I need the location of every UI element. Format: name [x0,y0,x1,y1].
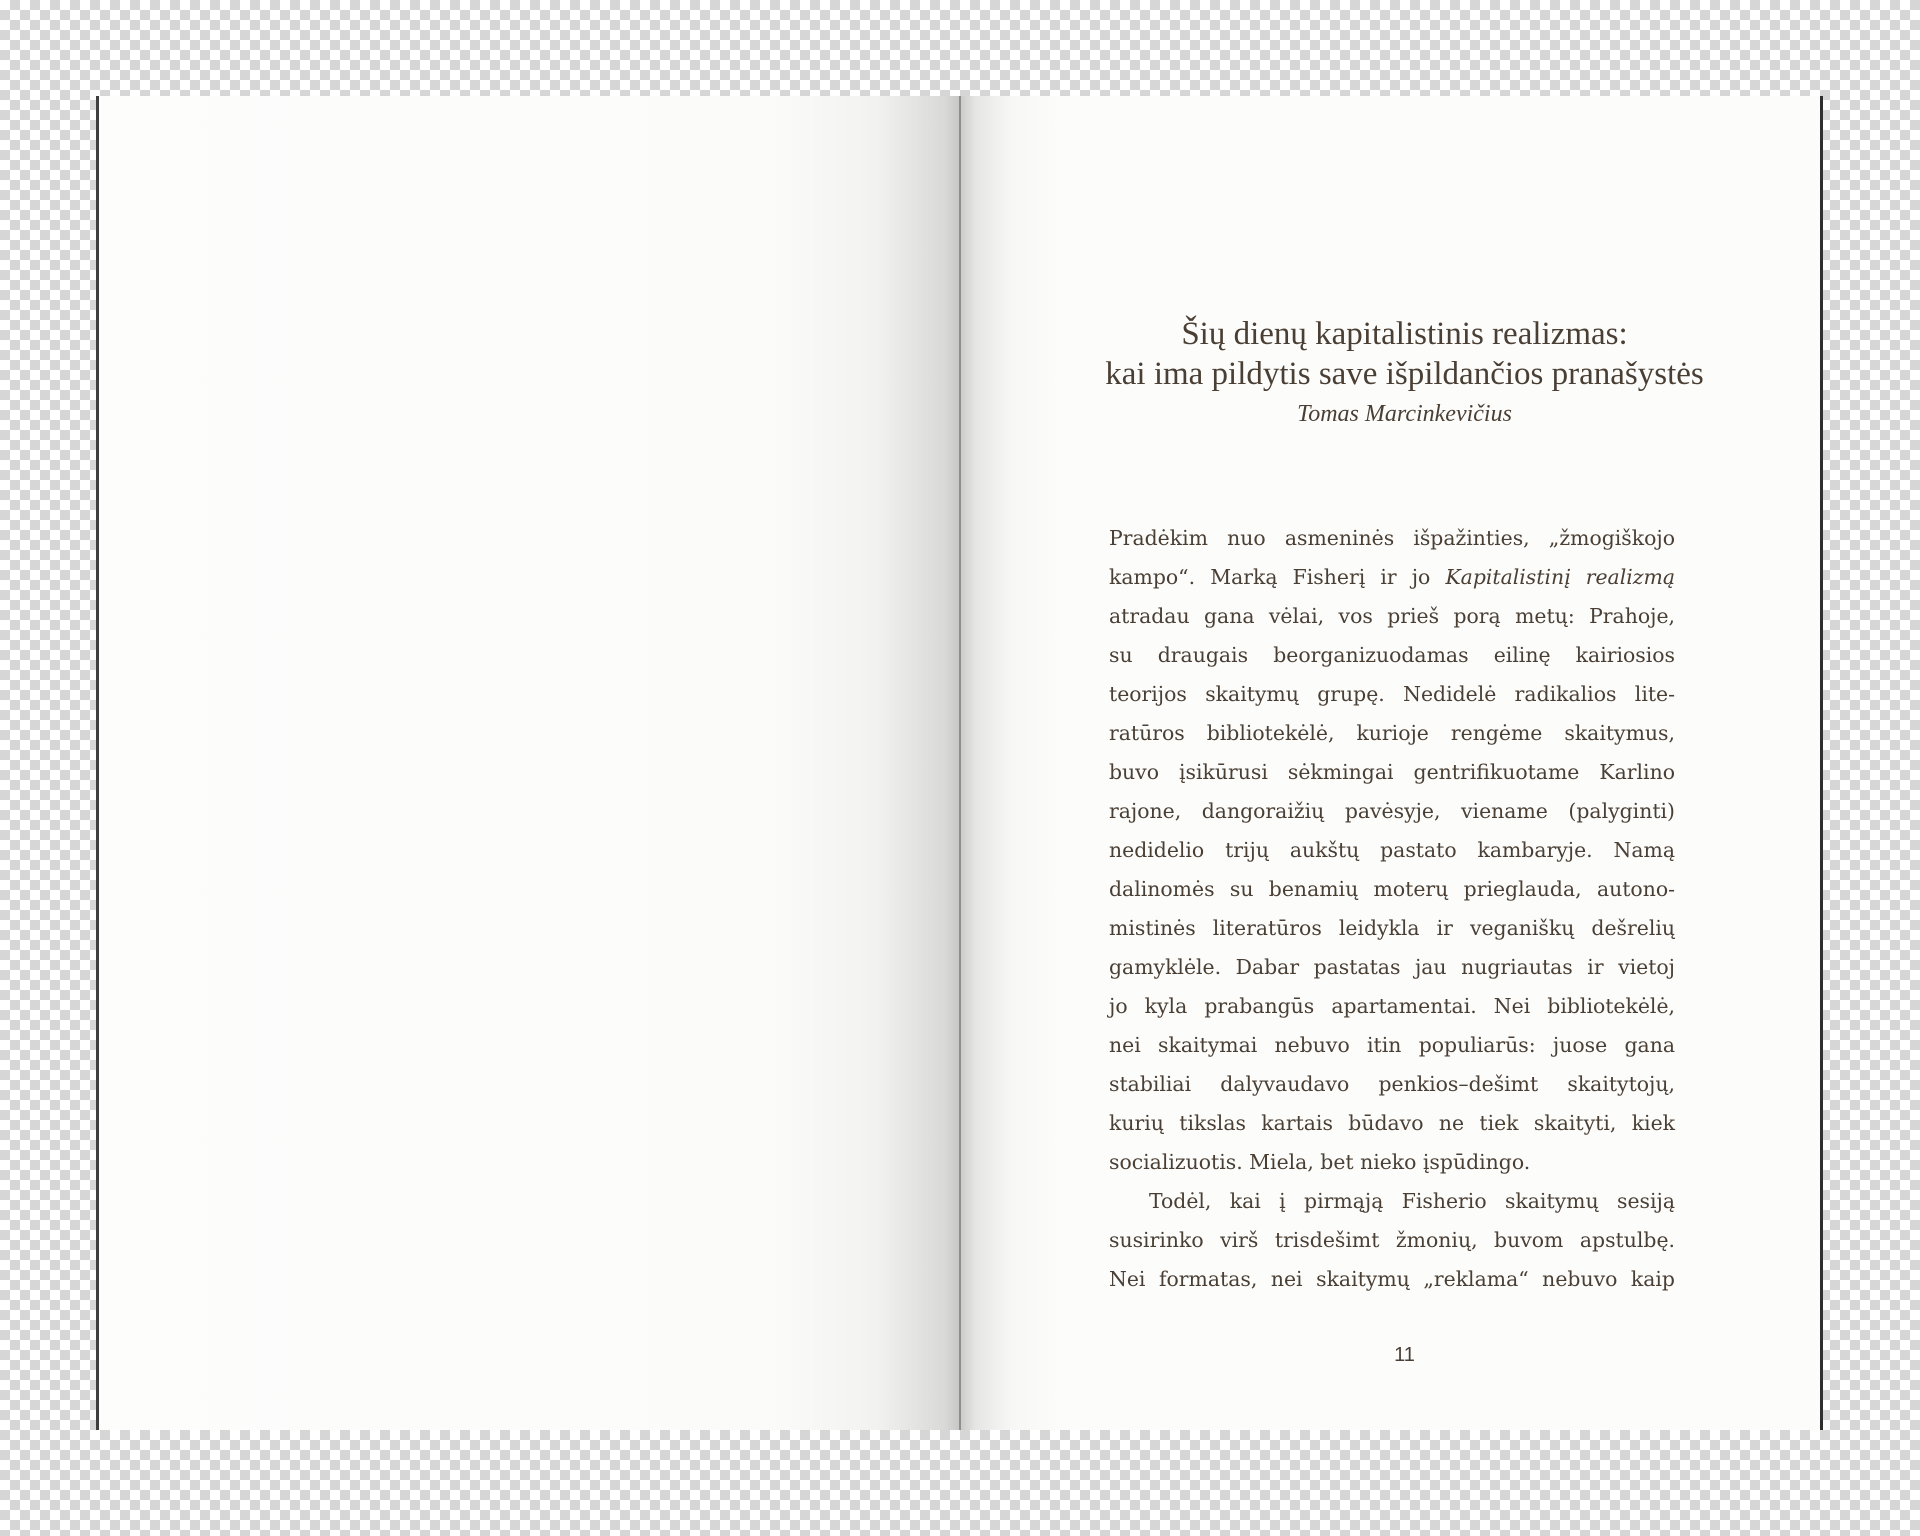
text-line: su draugais beorganizuodamas eilinę kairiosios [1109,643,1675,667]
text-line [1109,558,1675,597]
left-page-blank [96,96,962,1430]
text-line: rajone, dangoraižių pavėsyje, viename (palyginti) [1109,799,1675,823]
text-line: kurių tikslas kartais būdavo ne tiek skaityti, kiek [1109,1111,1675,1135]
text-line: teorijos skaitymų grupę. Nedidelė radikalios lite- [1109,682,1675,706]
text-line: stabiliai dalyvaudavo penkios–dešimt skaitytojų, [1109,1072,1675,1096]
text-line: dalinomės su benamių moterų prieglauda, autono- [1109,877,1675,901]
text-line: atradau gana vėlai, vos prieš porą metų: Prahoje, [1109,604,1675,628]
book-spine [959,96,961,1430]
text-line: Nei formatas, nei skaitymų „reklama“ nebuvo kaip [1109,1267,1675,1291]
book-spread [96,96,1820,1430]
text-line: susirinko virš trisdešimt žmonių, buvom apstulbę. [1109,1228,1675,1252]
text-line: nei skaitymai nebuvo itin populiarūs: juose gana [1109,1033,1675,1057]
chapter-title-line-2: kai ima pildytis save išpildančios pranašystės [1105,356,1704,392]
text-line: gamyklėle. Dabar pastatas jau nugriautas ir vietoj [1109,955,1675,979]
body-text [1109,519,1675,1299]
text-line: Pradėkim nuo asmeninės išpažinties, „žmogiškojo [1109,526,1675,550]
text-line: buvo įsikūrusi sėkmingai gentrifikuotame Karlino [1109,760,1675,784]
text-line: jo kyla prabangūs apartamentai. Nei bibliotekėlė, [1109,994,1675,1018]
text-line: Todėl, kai į pirmąją Fisherio skaitymų sesiją [1149,1189,1675,1213]
text-line: socializuotis. Miela, bet nieko įspūdingo. [1109,1150,1531,1174]
chapter-author: Tomas Marcinkevičius [1297,401,1512,427]
text-line: ratūros bibliotekėlė, kurioje rengėme skaitymus, [1109,721,1675,745]
page-number: 11 [1394,1344,1415,1366]
right-page-content [959,96,1820,1430]
text-line: nedidelio trijų aukštų pastato kambaryje. Namą [1109,838,1675,862]
text-line-part: kampo“. Marką Fisherį ir jo [1109,565,1446,589]
text-line: mistinės literatūros leidykla ir veganiškų dešrelių [1109,916,1675,940]
chapter-heading [959,314,1820,432]
chapter-title-line-1: Šių dienų kapitalistinis realizmas: [1181,316,1628,352]
book-title-italic: Kapitalistinį realizmą [1445,565,1675,589]
right-page [959,96,1823,1430]
